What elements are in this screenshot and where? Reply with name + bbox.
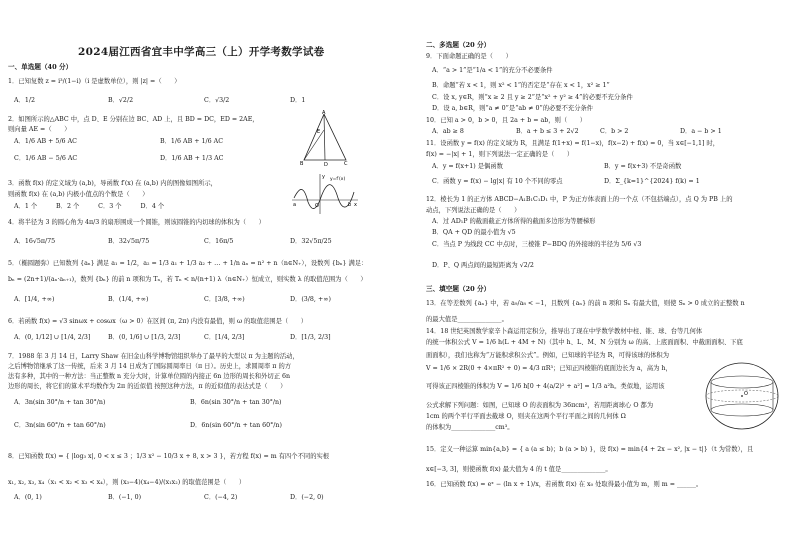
right-line: D．a − b > 1: [680, 128, 722, 135]
vertex-label-c: C: [344, 161, 348, 167]
right-line: 10．已知 a > 0，b > 0，且 2a + b = ab，则（ ）: [426, 117, 587, 124]
graph-curve-label: y=f′(x): [330, 177, 346, 182]
left-line: D．(−2, 0): [290, 494, 324, 501]
right-line: C．b > 2: [600, 128, 629, 135]
right-line: 12．棱长为 1 的正方体 ABCD−A₁B₁C₁D₁ 中，P 为正方体表面上的一个点（不包括端点），点 Q 为 PB 上的: [426, 196, 733, 203]
right-line: B．a + b ≤ 3 + 2√2: [516, 128, 579, 135]
left-line: 则函数 f(x) 在 (a,b) 内极小值点的个数是（ ）: [8, 191, 149, 198]
right-line: 14．18 世纪英国数学家辛卜森运用定积分，推导出了现在中学数学教材中柱、锥、球、台等几何体: [426, 328, 703, 335]
graph-b-label: b: [348, 202, 352, 208]
right-line: V = 1/6 × 2R(0 + 4×πR² + 0) = 4/3 πR³；已知正四棱锥的底面边长为 a，高为 h，: [426, 365, 672, 372]
right-line: 三、填空题（20 分）: [426, 285, 491, 293]
lower-section: [711, 404, 773, 416]
left-line: A．(0, 1/12] ∪ [1/4, 2/3]: [14, 334, 91, 341]
exam-title: 2024届江西省宜丰中学高三（上）开学考数学试卷: [78, 46, 325, 58]
right-line: x∈[−3, 3]，则使函数 f(x) 最大值为 4 的 t 值是______________。: [426, 466, 612, 473]
right-line: A．y = f(x+1) 是偶函数: [432, 163, 503, 170]
left-line: x₁, x₂, x₃, x₄（x₁ < x₂ < x₃ < x₄），则 (x₃−4)(x₄−4)/(x₁x₂) 的取值范围是（ ）: [8, 479, 246, 486]
right-line: 动点，下列说法正确的是（ ）: [426, 207, 521, 214]
left-line: 8．已知函数 f(x) = { |log₃ x|, 0 < x ≤ 3 ；1/3 x² − 10/3 x + 8, x > 3 }，若方程 f(x) = m 有四个不同的实根: [8, 453, 330, 460]
vertex-label-e: E: [317, 129, 321, 135]
triangle-figure: [300, 110, 350, 168]
left-line: B．32√5π/75: [108, 238, 150, 245]
left-line: C．16π/5: [204, 238, 234, 245]
left-line: C．√3/2: [204, 97, 230, 104]
left-line: 一、单选题（40 分）: [8, 63, 73, 71]
right-line: 9．下面命题正确的是（ ）: [426, 53, 512, 60]
vertex-label-b: B: [300, 161, 304, 167]
right-line: 公式求解下列问题：如图，已知球 O 的表面积为 36πcm²，若用距离球心 O 都为: [426, 402, 654, 409]
vertex-label-a: A: [322, 110, 326, 116]
left-line: B．(−1, 0): [108, 494, 142, 501]
graph-origin-label: O: [315, 203, 319, 209]
segment-be: [304, 130, 324, 160]
left-line: C．[1/4, 2/3]: [204, 334, 245, 341]
left-line: D．1/6 AB + 1/3 AC: [160, 155, 224, 162]
left-line: B．√2/2: [108, 97, 134, 104]
left-line: A．[1/4, +∞): [14, 296, 55, 303]
right-line: 13．在等差数列 {aₙ} 中，若 a₉/a₈ < −1，且数列 {aₙ} 的前 n 项和 Sₙ 有最大值，则使 Sₙ > 0 成立的正整数 n: [426, 300, 745, 307]
left-line: 之后博物馆继承了这一传统，后来 3 月 14 日成为了国际圆周率日（π 日）。历史上，求圆周率 π 的方: [8, 363, 292, 370]
left-line: A．1 个 B．2 个 C．3 个 D．4 个: [14, 203, 165, 210]
left-line: B．1/6 AB + 1/6 AC: [160, 138, 224, 145]
left-line: D．(3/8, +∞): [290, 296, 331, 303]
left-line: D．1: [290, 97, 306, 104]
upper-section: [711, 376, 773, 388]
right-line: C．设 x, y∈R，则“x ≥ 2 且 y ≥ 2”是“x² + y² ≥ 4”的必要不充分条件: [432, 94, 633, 101]
right-line: 的体积为______________cm³。: [426, 424, 514, 431]
left-line: bₙ = (2n+1)/(aₙ·aₙ₊₁)，数列 {bₙ} 的前 n 项和为 Tₙ，若 Tₙ < n/(n+1) λ（n∈N₊）恒成立，则实数 λ 的取值范围为（ ）: [8, 276, 367, 283]
left-line: A．16√5π/75: [14, 238, 56, 245]
right-line: 1cm 的两个平行平面去截球 O，则夹在这两个平行平面之间的几何体 Ω: [426, 413, 626, 420]
left-line: 2．如图所示的△ABC 中，点 D、E 分别在边 BC、AD 上，且 BD = DC，ED = 2AE，: [8, 116, 259, 123]
left-line: A．3n(sin 30°/n + tan 30°/n): [14, 399, 106, 406]
left-line: 边形的周长，将它们的算术平均数作为 2π 的近似值 按照这种方法，π 的近似值的表达式是（ ）: [8, 383, 287, 390]
left-line: 则向量 AE =（ ）: [8, 126, 71, 133]
right-line: C．函数 y = f(x) − lg|x| 有 10 个不同的零点: [432, 178, 563, 185]
left-line: C．[3/8, +∞): [204, 296, 245, 303]
vertex-label-d: D: [324, 162, 328, 168]
left-line: B．(1/4, +∞): [108, 296, 149, 303]
right-line: f(x) = −|x| + 1，则下列说法一定正确的是（ ）: [426, 151, 574, 158]
left-line: B．(0, 1/6] ∪ [1/3, 2/3]: [108, 334, 181, 341]
left-line: D．6n(sin 60°/n + tan 60°/n): [190, 422, 282, 429]
right-line: 可得该正四棱锥的体积为 V = 1/6 h[0 + 4(a/2)² + a²] = 1/3 a²h。类似地，运用该: [426, 383, 665, 390]
right-line: 的统一体积公式 V = 1/6 h(L + 4M + N)（其中 h、L、M、N 分别为 ω 的高、上底面面积、中截面面积、下底: [426, 339, 743, 346]
right-line: A．过 AD₁P 的截面截正方体所得的截面多边形为等腰梯形: [432, 218, 596, 225]
left-line: 3．函数 f(x) 的定义域为 (a,b)，导函数 f′(x) 在 (a,b) 内的图像如图所示，: [8, 180, 217, 187]
derivative-graph: [290, 172, 360, 216]
sphere-figure: [700, 360, 784, 432]
right-line: 的最大值是______________。: [426, 316, 508, 323]
right-line: 二、多选题（20 分）: [426, 41, 491, 49]
left-line: B．6n(sin 30°/n + tan 30°/n): [190, 399, 282, 406]
derivative-curve: [294, 185, 354, 209]
median-ad: [324, 114, 325, 160]
left-line: A．1/2: [14, 97, 35, 104]
right-line: D．Σ_{k=1}^{2024} f(k) = 1: [604, 178, 700, 185]
right-line: B．y = f(x+3) 不是奇函数: [604, 163, 682, 170]
left-line: 6．若函数 f(x) = √3 sinωx + cosωx（ω > 0）在区间 (π, 2π) 内没有最值，则 ω 的取值范围是（ ）: [8, 318, 308, 325]
left-line: C．1/6 AB − 5/6 AC: [14, 155, 78, 162]
right-line: B．QA + QD 的最小值为 √5: [432, 229, 516, 236]
right-line: A．ab ≥ 8: [432, 128, 464, 135]
left-line: C．3n(sin 60°/n + tan 60°/n): [14, 422, 106, 429]
right-line: 15．定义一种运算 min{a,b} = { a (a ≤ b)；b (a > b) }，设 f(x) = min{4 + 2x − x², |x − t|}（t 为常数），且: [426, 446, 754, 453]
left-line: 4．将半径为 3 的圆心角为 4π/3 的扇形围成一个圆锥，则该圆锥的内切球的体积为（ ）: [8, 219, 265, 226]
right-line: D．设 a, b∈R，则“a ≠ 0”是“ab ≠ 0”的必要不充分条件: [432, 105, 594, 112]
right-line: 11．设函数 y = f(x) 的定义域为 R，且满足 f(1+x) = f(1−x)，f(x−2) + f(x) = 0，当 x∈[−1,1] 时，: [426, 140, 720, 147]
left-line: D．[1/3, 2/3]: [290, 334, 331, 341]
right-line: 面面积），我们也称为“万能积求积公式”。例如，已知球的半径为 R，可得该球的体积为: [426, 352, 670, 359]
graph-a-label: a: [293, 202, 297, 208]
left-line: C．(−4, 2): [204, 494, 238, 501]
left-line: 法有多种，其中的一种方法：当正整数 n 充分大时，计算单位圆的内接正 6n 边形的周长和外切正 6n: [8, 373, 291, 380]
left-line: 5．（椭圆题弥）已知数列 {aₙ} 满足 a₁ = 1/2，a₂ = 1/3 a₁ + 1/3 a₂ + … + 1/n aₙ = n² + n（n∈N₊），设数列 {bₙ} 满足：: [8, 260, 368, 267]
right-line: A．“a > 1”是“1/a < 1”的充分不必要条件: [432, 67, 553, 74]
left-line: A．1/6 AB + 5/6 AC: [14, 138, 77, 145]
right-line: D．P、Q 两点间的最短距离为 √2/2: [432, 262, 534, 269]
left-line: 7．1988 年 3 月 14 日，Larry Shaw 在旧金山科学博物馆组织举办了最早的大型以 π 为主题的活动，: [8, 353, 299, 360]
center-label: O: [744, 391, 748, 397]
left-line: A．(0, 1): [14, 494, 42, 501]
right-line: C．当点 P 为线段 CC 中点时，三棱锥 P−BDQ 的外接球的半径为 5/6 √3: [432, 241, 642, 248]
right-line: 16．已知函数 f(x) = eˣ − (ln x + 1)/x，若函数 f(x) 在 x₀ 处取得最小值为 m，则 m = ______。: [426, 481, 703, 488]
graph-y-label: y: [322, 174, 325, 180]
graph-x-label: x: [354, 202, 357, 208]
left-line: 1．已知复数 z = i³/(1−i)（i 是虚数单位），则 |z| =（ ）: [8, 78, 181, 85]
right-line: B．命题“若 x < 1，则 x² < 1”的否定是“存在 x < 1，x² ≥ 1”: [432, 82, 610, 89]
center-point: [741, 395, 743, 397]
left-line: D．32√5π/25: [290, 238, 332, 245]
